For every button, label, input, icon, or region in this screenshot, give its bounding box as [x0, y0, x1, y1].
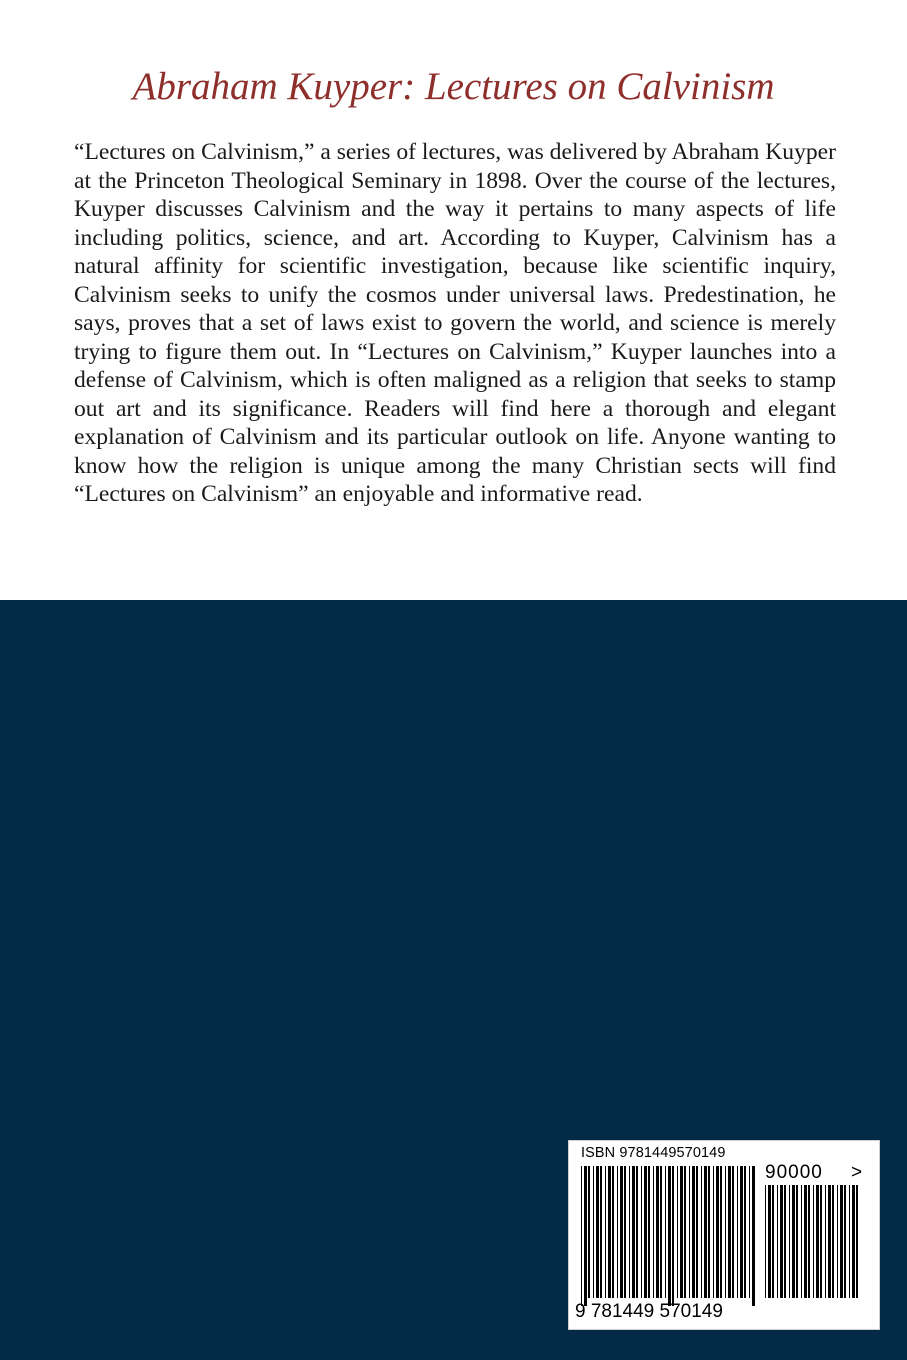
barcode-bar — [772, 1185, 774, 1298]
barcode-bar — [820, 1185, 822, 1298]
barcode-bar — [852, 1185, 855, 1298]
barcode-bar — [596, 1166, 599, 1298]
price-addon-digits: 90000 — [765, 1162, 823, 1183]
barcode-bar — [796, 1185, 798, 1298]
barcode-bar — [593, 1166, 594, 1298]
barcode-bar — [849, 1185, 850, 1298]
barcode-bar — [780, 1185, 783, 1298]
barcode-bar — [784, 1185, 786, 1298]
barcode-bar — [636, 1166, 638, 1298]
barcode-bar — [777, 1185, 778, 1298]
barcode-bar — [728, 1166, 731, 1298]
barcode-bar — [720, 1166, 722, 1298]
barcode-bar — [644, 1166, 647, 1298]
barcode-bar — [632, 1166, 635, 1298]
book-description: “Lectures on Calvinism,” a series of lectures, was delivered by Abraham Kuyper at the Princeton Theological Seminary in 1898. Over the course of the lectures, Kuyper discusses Calvinism and the way it pertains to many aspects of life including politics, science, and art. According to Kuyper, Calvinism has a natural affinity for scientific investigation, because like scientific inquiry, Calvinism seeks to unify the cosmos under universal laws. Predestination, he says, proves that a set of laws exist to govern the world, and science is merely trying to figure them out. In “Lectures on Calvinism,” Kuyper launches into a defense of Calvinism, which is often maligned as a religion that seeks to stamp out art and its significance. Readers will find here a thorough and elegant explanation of Calvinism and its particular outlook on life. Anyone wanting to know how the religion is unique among the many Christian sects will find “Lectures on Calvinism” an enjoyable and informative read. — [74, 139, 836, 507]
barcode-bar — [660, 1166, 662, 1298]
barcode-bar — [713, 1166, 714, 1298]
barcode-bar — [792, 1185, 795, 1298]
barcode-bar — [600, 1166, 602, 1298]
barcode-bar — [624, 1166, 626, 1298]
barcode-bar — [825, 1185, 826, 1298]
barcode-bar — [801, 1185, 802, 1298]
barcode-bar — [605, 1166, 606, 1298]
barcode-bar — [648, 1166, 650, 1298]
barcode-bar — [617, 1166, 618, 1298]
barcode-bar — [708, 1166, 710, 1298]
barcode-bar — [588, 1166, 590, 1298]
barcode-bar — [789, 1185, 790, 1298]
barcode-bar — [725, 1166, 726, 1298]
barcode-bar — [672, 1166, 674, 1306]
barcode-bar — [737, 1166, 738, 1298]
barcode-bar — [856, 1185, 858, 1298]
barcode-bar — [608, 1166, 611, 1298]
barcode-bar — [804, 1185, 807, 1298]
description-panel — [0, 0, 907, 600]
barcode-bar — [680, 1166, 683, 1298]
barcode-bar — [732, 1166, 734, 1298]
barcode-bar — [701, 1166, 702, 1298]
barcode-bar — [620, 1166, 623, 1298]
barcode-bar — [816, 1185, 819, 1298]
barcode-bar — [641, 1166, 642, 1298]
barcode-bar — [837, 1185, 838, 1298]
barcode-bar — [813, 1185, 814, 1298]
barcode-bar — [684, 1166, 686, 1298]
barcode-bar — [689, 1166, 690, 1298]
barcode-bar — [716, 1166, 719, 1298]
barcode-bar — [840, 1185, 843, 1298]
barcode-bar — [696, 1166, 698, 1298]
barcode-bar — [740, 1166, 743, 1298]
barcode-bar — [665, 1166, 666, 1298]
barcode-bar — [828, 1185, 831, 1298]
barcode-bar — [832, 1185, 834, 1298]
barcode-bar — [768, 1185, 771, 1298]
addon-barcode-bars — [765, 1185, 861, 1306]
isbn-barcode — [568, 1140, 880, 1330]
barcode-bar — [844, 1185, 846, 1298]
barcode-bar — [581, 1166, 582, 1306]
ean-barcode-bars — [581, 1166, 757, 1306]
barcode-bar — [656, 1166, 659, 1298]
barcode-bar — [749, 1166, 750, 1298]
barcode-bar — [765, 1185, 766, 1298]
barcode-bar — [612, 1166, 614, 1298]
barcode-bar — [692, 1166, 695, 1298]
barcode-bar — [808, 1185, 810, 1298]
barcode-bar — [744, 1166, 746, 1298]
barcode-bar — [704, 1166, 707, 1298]
barcode-bar — [653, 1166, 654, 1298]
addon-arrow: > — [851, 1162, 863, 1183]
book-title: Abraham Kuyper: Lectures on Calvinism — [132, 65, 775, 108]
barcode-bar — [752, 1166, 755, 1306]
barcode-bar — [668, 1166, 671, 1306]
barcode-bar — [629, 1166, 630, 1298]
barcode-bar — [584, 1166, 587, 1306]
barcode-bar — [677, 1166, 678, 1298]
isbn-label: ISBN 9781449570149 — [581, 1145, 726, 1161]
ean-digits: 9 781449 570149 — [575, 1301, 723, 1322]
